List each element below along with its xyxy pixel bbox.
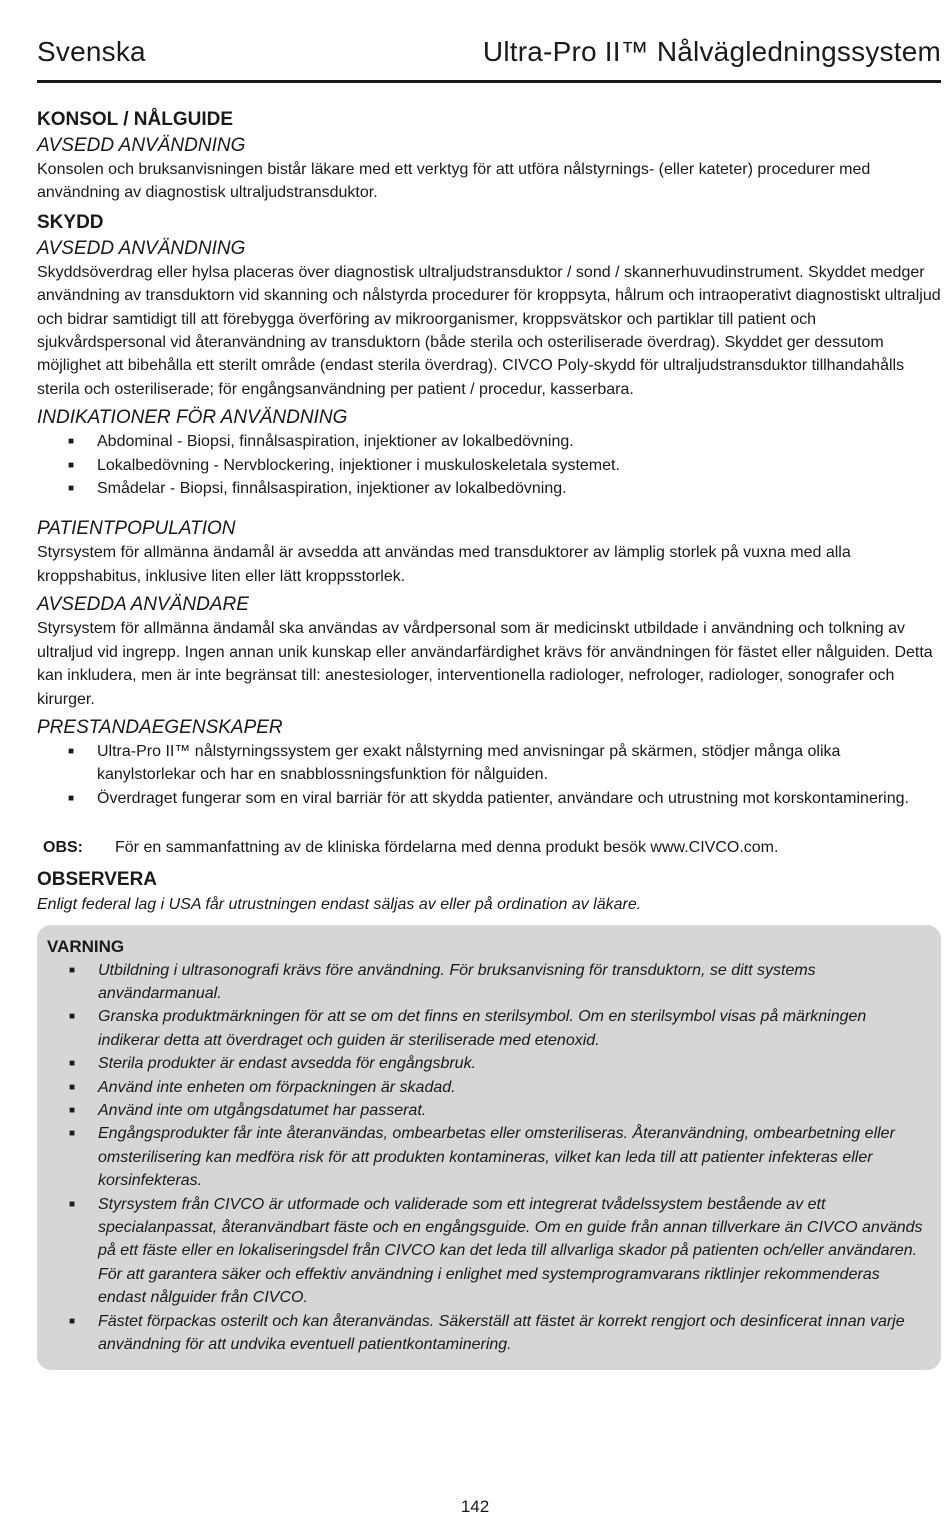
list-item: ■ Abdominal - Biopsi, finnålsaspiration, injektioner av lokalbedövning. [37, 430, 941, 453]
anvandare-heading: AVSEDDA ANVÄNDARE [37, 594, 249, 616]
skydd-body: Skyddsöverdrag eller hylsa placeras över diagnostisk ultraljudstransduktor / sond / skannerhuvudinstrument. Skyddet medger användning av transduktorn vid skanning och nålstyrda procedurer för kroppsyta, hålrum och intraoperativt diagnostiskt ultraljud och bidrar samtidigt till att förebygga överföring av mikroorganismer, kroppsvätskor och partiklar till patient och sjukvårdspersonal vid återanvändning av transduktorn (både sterila och osteriliserade överdrag). Skyddet ger dessutom möjlighet att bibehålla ett sterilt område (endast sterila överdrag). CIVCO Poly-skydd för ultraljudstransduktor tillhandahålls sterila och osteriliserade; för engångsanvändning per patient / procedur, kasserbara. [37, 263, 941, 398]
list-item: ■ Granska produktmärkningen för att se om det finns en sterilsymbol. Om en sterilsymbol visas på märkningen indikerar detta att överdraget och guiden är steriliserade med etenoxid. [47, 1005, 929, 1052]
list-item: ■ Sterila produkter är endast avsedda för engångsbruk. [47, 1052, 929, 1075]
main-content [37, 106, 941, 1370]
language-label: Svenska [37, 36, 146, 67]
list-item: ■ Utbildning i ultrasonografi krävs före användning. För bruksanvisning för transduktorn, se ditt systems användarmanual. [47, 959, 929, 1006]
list-item: ■ Styrsystem från CIVCO är utformade och validerade som ett integrerat tvådelssystem bestående av ett specialanpassat, återanvändbart fäste och en engångsguide. Om en guide från annan tillverkare än CIVCO används på ett fäste eller en lokaliseringsdel från CIVCO kan det leda till allvarliga skador på patienten och/eller användaren. För att garantera säker och effektiv användning i enlighet med systemprogramvarans riktlinjer rekommenderas endast nålguider från CIVCO. [47, 1193, 929, 1310]
observera-heading: OBSERVERA [37, 869, 158, 891]
obs-text: För en sammanfattning av de kliniska fördelarna med denna produkt besök www.CIVCO.com. [115, 839, 779, 857]
indikationer-heading: INDIKATIONER FÖR ANVÄNDNING [37, 407, 348, 429]
list-item: ■ Smådelar - Biopsi, finnålsaspiration, injektioner av lokalbedövning. [37, 477, 941, 500]
indikationer-list [37, 430, 941, 500]
prestanda-heading: PRESTANDAEGENSKAPER [37, 716, 283, 738]
warning-list [47, 959, 929, 1357]
konsol-body: Konsolen och bruksanvisningen bistår läkare med ett verktyg för att utföra nålstyrnings- (eller kateter) procedurer med användning av diagnostisk ultraljudstransduktor. [37, 161, 871, 202]
obs-note [37, 832, 941, 858]
warning-box [37, 925, 941, 1371]
skydd-heading: SKYDD [37, 211, 104, 233]
patientpopulation-body: Styrsystem för allmänna ändamål är avsedda att användas med transduktorer av lämplig storlek på vuxna med alla kroppshabitus, inklusive liten eller lätt kroppsstorlek. [37, 544, 851, 585]
page-header [37, 30, 941, 78]
header-rule [37, 80, 941, 83]
konsol-subheading: AVSEDD ANVÄNDNING [37, 135, 246, 156]
observera-body: Enligt federal lag i USA får utrustningen endast säljas av eller på ordination av läkare. [37, 896, 642, 914]
list-item: ■ Använd inte om utgångsdatumet har passerat. [47, 1099, 929, 1122]
page-number: 142 [460, 1497, 490, 1516]
document-title: Ultra-Pro II™ Nålvägledningssystem [482, 36, 941, 67]
list-item: ■ Ultra-Pro II™ nålstyrningssystem ger exakt nålstyrning med anvisningar på skärmen, stödjer många olika kanylstorlekar och har en snabblossningsfunktion för nålguiden. [37, 740, 941, 787]
konsol-heading: KONSOL / NÅLGUIDE [37, 109, 233, 130]
patientpopulation-heading: PATIENTPOPULATION [37, 518, 236, 540]
prestanda-list [37, 740, 941, 810]
skydd-subheading: AVSEDD ANVÄNDNING [37, 237, 246, 259]
list-item: ■ Fästet förpackas osterilt och kan återanvändas. Säkerställ att fästet är korrekt rengjort och desinficerat innan varje användning för att undvika eventuell patientkontaminering. [47, 1310, 929, 1357]
list-item: ■ Överdraget fungerar som en viral barriär för att skydda patienter, användare och utrustning mot korskontaminering. [37, 787, 941, 810]
warning-heading: VARNING [47, 936, 125, 956]
list-item: ■ Använd inte enheten om förpackningen är skadad. [47, 1076, 929, 1099]
list-item: ■ Lokalbedövning - Nervblockering, injektioner i muskuloskeletala systemet. [37, 454, 941, 477]
anvandare-body: Styrsystem för allmänna ändamål ska användas av vårdpersonal som är medicinskt utbildade i användning och tolkning av ultraljud vid ingrepp. Ingen annan unik kunskap eller användarfärdighet krävs för användningen för fästet eller nålguiden. Detta kan inkludera, men är inte begränsat till: anestesiologer, interventionella radiologer, nefrologer, radiologer, sonografer och kirurger. [37, 620, 933, 708]
list-item: ■ Engångsprodukter får inte återanvändas, ombearbetas eller omsteriliseras. Återanvändning, ombearbetning eller omsterilisering kan medföra risk för att produkten kontamineras, vilket kan leda till att patienter infekteras eller korsinfekteras. [47, 1122, 929, 1192]
obs-label: OBS: [43, 839, 83, 857]
